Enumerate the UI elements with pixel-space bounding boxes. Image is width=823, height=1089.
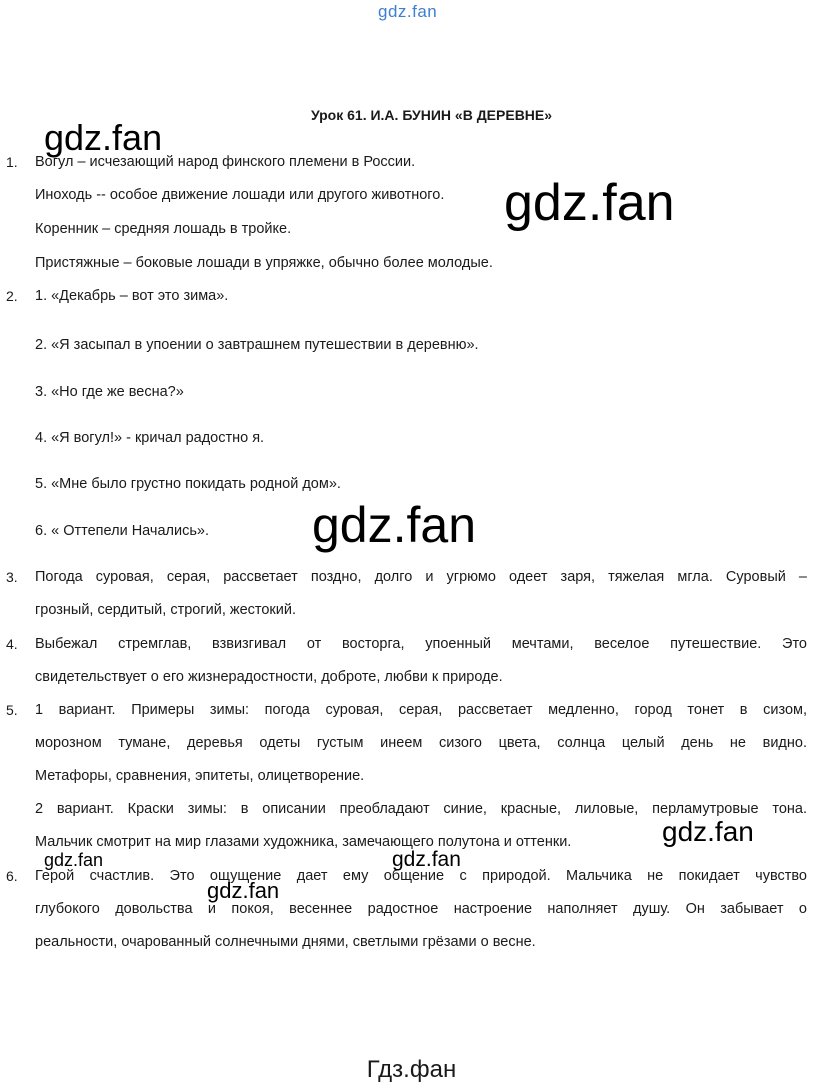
item-line: Метафоры, сравнения, эпитеты, олицетворение. (35, 768, 365, 784)
watermark: gdz.fan (44, 850, 104, 870)
item-line: Погода суровая, серая, рассветает поздно, долго и угрюмо одеет заря, тяжелая мгла. Суровый – (35, 569, 807, 585)
watermark: gdz.fan (44, 117, 163, 158)
item-number: 4. (6, 636, 18, 652)
item-number: 1. (6, 154, 18, 170)
item-line: Мальчик смотрит на мир глазами художника, замечающего полутона и оттенки. (35, 834, 572, 850)
item-line: свидетельствует о его жизнерадостности, доброте, любви к природе. (35, 669, 503, 685)
item-line: Коренник – средняя лошадь в тройке. (35, 221, 292, 237)
item-number: 2. (6, 288, 18, 304)
item-line: грозный, сердитый, строгий, жестокий. (35, 602, 297, 618)
item-line: 2 вариант. Краски зимы: в описании преобладают синие, красные, лиловые, перламутровые тона. (35, 801, 807, 817)
item-number: 5. (6, 702, 18, 718)
item-line: реальности, очарованный солнечными днями, светлыми грёзами о весне. (35, 934, 536, 950)
item-line: 4. «Я вогул!» - кричал радостно я. (35, 430, 265, 446)
item-line: Иноходь -- особое движение лошади или другого животного. (35, 187, 445, 203)
item-line: 2. «Я засыпал в упоении о завтрашнем путешествии в деревню». (35, 337, 479, 353)
item-line: морозном тумане, деревья одеты густым инеем сизого цвета, солнца целый день не видно. (35, 735, 807, 751)
watermark-top: gdz.fan (378, 2, 438, 21)
watermark: gdz.fan (207, 878, 280, 903)
item-line: 3. «Но где же весна?» (35, 384, 184, 400)
item-number: 6. (6, 868, 18, 884)
watermark: gdz.fan (662, 816, 754, 847)
item-line: глубокого довольства и покоя, весеннее радостное настроение наполняет душу. Он забывает о (35, 901, 807, 917)
footer-watermark: Гдз.фан (366, 1056, 457, 1083)
item-line: 6. « Оттепели Начались». (35, 523, 209, 539)
watermark: gdz.fan (392, 848, 461, 871)
watermark: gdz.fan (504, 174, 675, 232)
item-number: 3. (6, 569, 18, 585)
item-line: Герой счастлив. Это ощущение дает ему общение с природой. Мальчика не покидает чувство (35, 868, 807, 884)
item-line: Пристяжные – боковые лошади в упряжке, обычно более молодые. (35, 255, 493, 271)
item-line: 1 вариант. Примеры зимы: погода суровая, серая, рассветает медленно, город тонет в сизом, (35, 702, 807, 718)
item-line: 1. «Декабрь – вот это зима». (35, 288, 229, 304)
page-title: Урок 61. И.А. БУНИН «В ДЕРЕВНЕ» (310, 107, 553, 123)
item-line: Вогул – исчезающий народ финского племени в России. (35, 154, 416, 170)
watermark: gdz.fan (312, 497, 477, 553)
item-line: 5. «Мне было грустно покидать родной дом». (35, 476, 341, 492)
item-line: Выбежал стремглав, взвизгивал от восторга, упоенный мечтами, веселое путешествие. Это (35, 636, 807, 652)
